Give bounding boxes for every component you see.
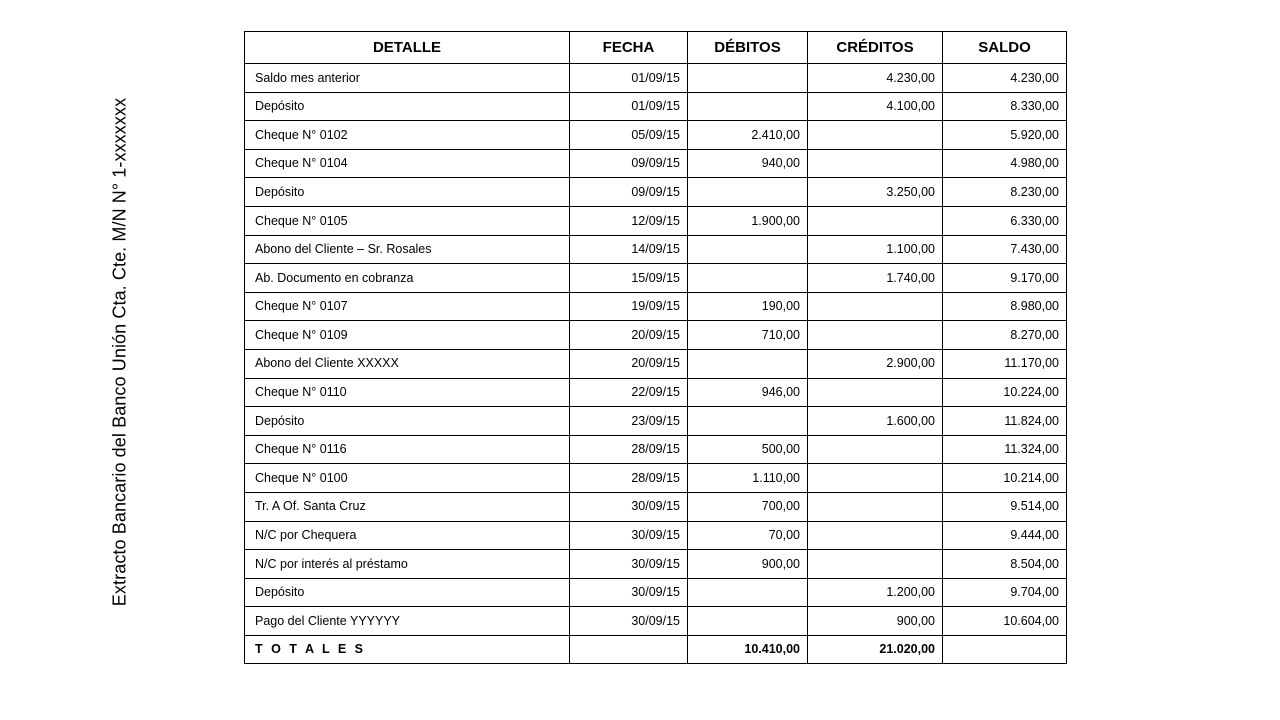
cell-creditos bbox=[808, 435, 943, 464]
header-detalle: DETALLE bbox=[245, 32, 570, 64]
cell-saldo: 7.430,00 bbox=[943, 235, 1067, 264]
table-row bbox=[245, 292, 1067, 321]
cell-debitos: 900,00 bbox=[688, 550, 808, 579]
cell-saldo: 10.214,00 bbox=[943, 464, 1067, 493]
cell-debitos bbox=[688, 64, 808, 93]
cell-creditos bbox=[808, 521, 943, 550]
cell-saldo: 4.230,00 bbox=[943, 64, 1067, 93]
cell-debitos: 700,00 bbox=[688, 492, 808, 521]
cell-fecha: 01/09/15 bbox=[570, 64, 688, 93]
table-row bbox=[245, 92, 1067, 121]
cell-creditos bbox=[808, 149, 943, 178]
cell-debitos: 940,00 bbox=[688, 149, 808, 178]
cell-debitos bbox=[688, 407, 808, 436]
cell-saldo: 8.980,00 bbox=[943, 292, 1067, 321]
cell-fecha: 23/09/15 bbox=[570, 407, 688, 436]
cell-detalle: N/C por interés al préstamo bbox=[245, 550, 570, 579]
cell-detalle: Depósito bbox=[245, 407, 570, 436]
cell-debitos bbox=[688, 178, 808, 207]
cell-detalle: Cheque N° 0102 bbox=[245, 121, 570, 150]
cell-detalle: Cheque N° 0109 bbox=[245, 321, 570, 350]
cell-fecha: 28/09/15 bbox=[570, 464, 688, 493]
table-row bbox=[245, 435, 1067, 464]
cell-detalle: Cheque N° 0107 bbox=[245, 292, 570, 321]
cell-saldo: 6.330,00 bbox=[943, 206, 1067, 235]
cell-saldo: 9.170,00 bbox=[943, 264, 1067, 293]
table-body bbox=[245, 64, 1067, 664]
cell-detalle: Saldo mes anterior bbox=[245, 64, 570, 93]
table-row bbox=[245, 607, 1067, 636]
cell-debitos: 710,00 bbox=[688, 321, 808, 350]
cell-debitos bbox=[688, 349, 808, 378]
cell-detalle: Depósito bbox=[245, 578, 570, 607]
cell-creditos: 4.230,00 bbox=[808, 64, 943, 93]
cell-creditos: 1.600,00 bbox=[808, 407, 943, 436]
total-detalle: T O T A L E S bbox=[245, 635, 570, 664]
cell-saldo: 8.230,00 bbox=[943, 178, 1067, 207]
cell-saldo: 9.444,00 bbox=[943, 521, 1067, 550]
cell-fecha: 22/09/15 bbox=[570, 378, 688, 407]
cell-saldo: 5.920,00 bbox=[943, 121, 1067, 150]
cell-creditos bbox=[808, 321, 943, 350]
cell-detalle: Tr. A Of. Santa Cruz bbox=[245, 492, 570, 521]
table-row bbox=[245, 206, 1067, 235]
cell-creditos: 1.200,00 bbox=[808, 578, 943, 607]
cell-debitos: 946,00 bbox=[688, 378, 808, 407]
cell-creditos: 1.740,00 bbox=[808, 264, 943, 293]
cell-detalle: N/C por Chequera bbox=[245, 521, 570, 550]
table-row bbox=[245, 521, 1067, 550]
cell-saldo: 8.270,00 bbox=[943, 321, 1067, 350]
cell-saldo: 11.824,00 bbox=[943, 407, 1067, 436]
cell-creditos: 4.100,00 bbox=[808, 92, 943, 121]
cell-detalle: Cheque N° 0104 bbox=[245, 149, 570, 178]
cell-saldo: 9.514,00 bbox=[943, 492, 1067, 521]
cell-fecha: 28/09/15 bbox=[570, 435, 688, 464]
table-row bbox=[245, 264, 1067, 293]
cell-creditos: 3.250,00 bbox=[808, 178, 943, 207]
table-header-row bbox=[245, 32, 1067, 64]
cell-detalle: Cheque N° 0110 bbox=[245, 378, 570, 407]
cell-fecha: 01/09/15 bbox=[570, 92, 688, 121]
total-creditos: 21.020,00 bbox=[808, 635, 943, 664]
table-row bbox=[245, 407, 1067, 436]
table-row bbox=[245, 64, 1067, 93]
cell-saldo: 8.504,00 bbox=[943, 550, 1067, 579]
cell-detalle: Cheque N° 0100 bbox=[245, 464, 570, 493]
table-row bbox=[245, 578, 1067, 607]
totals-row bbox=[245, 635, 1067, 664]
cell-saldo: 9.704,00 bbox=[943, 578, 1067, 607]
cell-saldo: 11.170,00 bbox=[943, 349, 1067, 378]
cell-fecha: 09/09/15 bbox=[570, 149, 688, 178]
cell-creditos bbox=[808, 550, 943, 579]
cell-detalle: Cheque N° 0105 bbox=[245, 206, 570, 235]
cell-debitos: 1.110,00 bbox=[688, 464, 808, 493]
cell-debitos: 500,00 bbox=[688, 435, 808, 464]
cell-detalle: Ab. Documento en cobranza bbox=[245, 264, 570, 293]
cell-fecha: 05/09/15 bbox=[570, 121, 688, 150]
cell-creditos bbox=[808, 292, 943, 321]
cell-debitos bbox=[688, 92, 808, 121]
cell-fecha: 19/09/15 bbox=[570, 292, 688, 321]
cell-fecha: 20/09/15 bbox=[570, 349, 688, 378]
statement-title: Extracto Bancario del Banco Unión Cta. Cte. M/N N° 1-xxxxxxx bbox=[109, 97, 130, 607]
total-saldo bbox=[943, 635, 1067, 664]
cell-creditos: 900,00 bbox=[808, 607, 943, 636]
cell-debitos: 2.410,00 bbox=[688, 121, 808, 150]
cell-fecha: 14/09/15 bbox=[570, 235, 688, 264]
total-fecha bbox=[570, 635, 688, 664]
table-row bbox=[245, 349, 1067, 378]
cell-detalle: Pago del Cliente YYYYYY bbox=[245, 607, 570, 636]
cell-creditos bbox=[808, 378, 943, 407]
cell-fecha: 30/09/15 bbox=[570, 550, 688, 579]
table-row bbox=[245, 235, 1067, 264]
table-row bbox=[245, 178, 1067, 207]
cell-creditos: 1.100,00 bbox=[808, 235, 943, 264]
cell-fecha: 20/09/15 bbox=[570, 321, 688, 350]
cell-creditos bbox=[808, 121, 943, 150]
table-row bbox=[245, 321, 1067, 350]
cell-debitos: 70,00 bbox=[688, 521, 808, 550]
cell-saldo: 10.604,00 bbox=[943, 607, 1067, 636]
cell-fecha: 15/09/15 bbox=[570, 264, 688, 293]
header-debitos: DÉBITOS bbox=[688, 32, 808, 64]
cell-fecha: 30/09/15 bbox=[570, 578, 688, 607]
cell-fecha: 30/09/15 bbox=[570, 607, 688, 636]
cell-detalle: Cheque N° 0116 bbox=[245, 435, 570, 464]
cell-debitos bbox=[688, 235, 808, 264]
cell-debitos bbox=[688, 578, 808, 607]
cell-creditos bbox=[808, 464, 943, 493]
cell-debitos bbox=[688, 264, 808, 293]
table-row bbox=[245, 378, 1067, 407]
cell-fecha: 09/09/15 bbox=[570, 178, 688, 207]
header-fecha: FECHA bbox=[570, 32, 688, 64]
cell-detalle: Depósito bbox=[245, 178, 570, 207]
cell-detalle: Abono del Cliente – Sr. Rosales bbox=[245, 235, 570, 264]
cell-fecha: 30/09/15 bbox=[570, 521, 688, 550]
table-row bbox=[245, 550, 1067, 579]
table-row bbox=[245, 464, 1067, 493]
table-row bbox=[245, 492, 1067, 521]
cell-saldo: 8.330,00 bbox=[943, 92, 1067, 121]
header-saldo: SALDO bbox=[943, 32, 1067, 64]
cell-debitos: 1.900,00 bbox=[688, 206, 808, 235]
cell-debitos: 190,00 bbox=[688, 292, 808, 321]
total-debitos: 10.410,00 bbox=[688, 635, 808, 664]
cell-saldo: 10.224,00 bbox=[943, 378, 1067, 407]
cell-saldo: 11.324,00 bbox=[943, 435, 1067, 464]
cell-creditos: 2.900,00 bbox=[808, 349, 943, 378]
bank-statement-table bbox=[244, 31, 1067, 664]
cell-creditos bbox=[808, 206, 943, 235]
cell-detalle: Abono del Cliente XXXXX bbox=[245, 349, 570, 378]
cell-detalle: Depósito bbox=[245, 92, 570, 121]
table-row bbox=[245, 149, 1067, 178]
table-row bbox=[245, 121, 1067, 150]
header-creditos: CRÉDITOS bbox=[808, 32, 943, 64]
cell-saldo: 4.980,00 bbox=[943, 149, 1067, 178]
cell-creditos bbox=[808, 492, 943, 521]
cell-debitos bbox=[688, 607, 808, 636]
cell-fecha: 12/09/15 bbox=[570, 206, 688, 235]
cell-fecha: 30/09/15 bbox=[570, 492, 688, 521]
